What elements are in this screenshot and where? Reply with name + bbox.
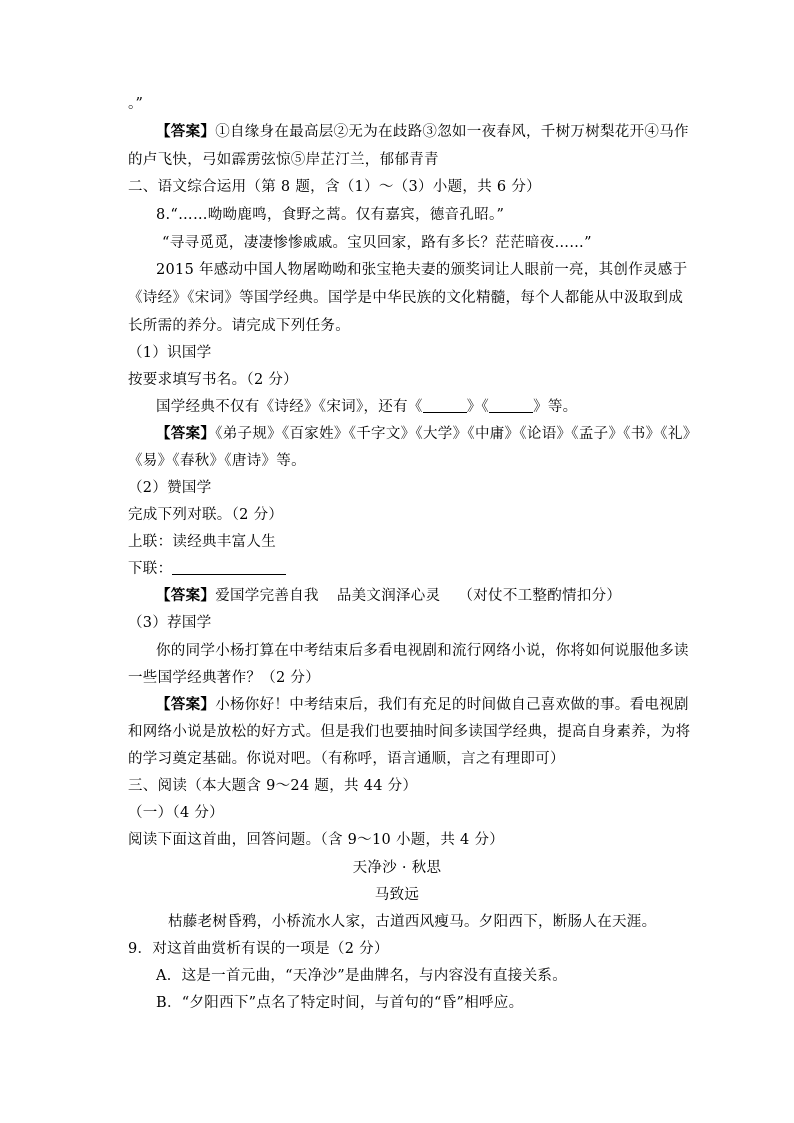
- answer-tag: 【答案】: [156, 425, 216, 442]
- answer-line: [156, 586, 621, 606]
- blank-field[interactable]: [172, 560, 286, 575]
- poem-author: 马致远: [374, 887, 420, 903]
- option-a: A．这是一首元曲，“天净沙”是曲牌名，与内容没有直接关系。: [156, 968, 567, 984]
- text-line: 按要求填写书名。（2 分）: [128, 372, 298, 388]
- answer-text: 小杨你好！中考结束后，我们有充足的时间做自己喜欢做的事。看电视剧: [215, 697, 689, 713]
- poem-title: 天净沙 · 秋思: [352, 860, 442, 876]
- sub-heading: （一）（4 分）: [128, 805, 224, 821]
- sub-heading: （3）荐国学: [128, 615, 212, 631]
- answer-text: ①自缘身在最高层②无为在歧路③忽如一夜春风，千树万树梨花开④马作: [215, 124, 689, 140]
- poem-body: 枯藤老树昏鸦，小桥流水人家，古道西风瘦马。夕阳西下，断肠人在天涯。: [168, 914, 657, 930]
- blank-field[interactable]: [423, 398, 467, 413]
- answer-line: [156, 122, 689, 142]
- text-line: 2015 年感动中国人物屠呦呦和张宝艳夫妻的颁奖词让人眼前一亮，其创作灵感于: [156, 262, 688, 278]
- text-line: 阅读下面这首曲，回答问题。（含 9～10 小题，共 4 分）: [128, 832, 505, 848]
- question-text: 8.“……呦呦鹿鸣，食野之蒿。仅有嘉宾，德音孔昭。”: [156, 207, 505, 223]
- text-line: 的卢飞快，弓如霹雳弦惊⑤岸芷汀兰，郁郁青青: [128, 152, 439, 168]
- text-line: 长所需的养分。请完成下列任务。: [128, 318, 350, 334]
- answer-line: [156, 695, 689, 715]
- fill-blank-text: 》《: [466, 399, 490, 415]
- answer-text: 品美文润泽心灵: [336, 588, 441, 604]
- text-line: 的学习奠定基础。你说对吧。（有称呼，语言通顺，言之有理即可）: [128, 751, 565, 767]
- section-heading: 二、语文综合运用（第 8 题，含（1）～（3）小题，共 6 分）: [128, 179, 541, 195]
- text-line: 《易》《春秋》《唐诗》等。: [128, 453, 306, 469]
- answer-text: 爱国学完善自我: [215, 588, 319, 604]
- option-b: B．“夕阳西下”点名了特定时间，与首句的“昏”相呼应。: [156, 995, 524, 1011]
- sub-heading: （1）识国学: [128, 345, 212, 361]
- answer-tag: 【答案】: [156, 123, 216, 140]
- section-heading: 三、阅读（本大题含 9～24 题，共 44 分）: [128, 778, 418, 794]
- question-text: 你的同学小杨打算在中考结束后多看电视剧和流行网络小说，你将如何说服他多读: [156, 643, 689, 659]
- text-line: 一些国学经典著作？（2 分）: [128, 670, 321, 686]
- text-line: 和网络小说是放松的好方式。但是我们也要抽时间多读国学经典，提高自身素养，为将: [128, 724, 691, 740]
- fill-blank-text: 下联：: [128, 561, 173, 577]
- fill-blank-line: [156, 397, 577, 417]
- fill-blank-line: [128, 559, 286, 579]
- blank-field[interactable]: [489, 398, 533, 413]
- answer-tag: 【答案】: [156, 587, 216, 604]
- answer-note: （对仗不工整酌情扣分）: [458, 588, 622, 604]
- question-text: 9．对这首曲赏析有误的一项是（2 分）: [128, 941, 389, 957]
- answer-line: [156, 424, 698, 444]
- sub-heading: （2）赞国学: [128, 480, 212, 496]
- text-line: 《诗经》《宋词》等国学经典。国学是中华民族的文化精髓，每个人都能从中汲取到成: [128, 290, 684, 306]
- text-line: 完成下列对联。（2 分）: [128, 507, 284, 523]
- fill-blank-text: 》等。: [533, 399, 578, 415]
- text-line: 。”: [128, 96, 144, 112]
- text-line: 上联：读经典丰富人生: [128, 534, 276, 550]
- fill-blank-text: 国学经典不仅有《诗经》《宋词》，还有《: [156, 399, 423, 415]
- text-line: “寻寻觅觅，凄凄惨惨戚戚。宝贝回家，路有多长？茫茫暗夜……”: [162, 235, 592, 251]
- answer-tag: 【答案】: [156, 696, 216, 713]
- answer-text: 《弟子规》《百家姓》《千字文》《大学》《中庸》《论语》《孟子》《书》《礼》: [215, 426, 698, 442]
